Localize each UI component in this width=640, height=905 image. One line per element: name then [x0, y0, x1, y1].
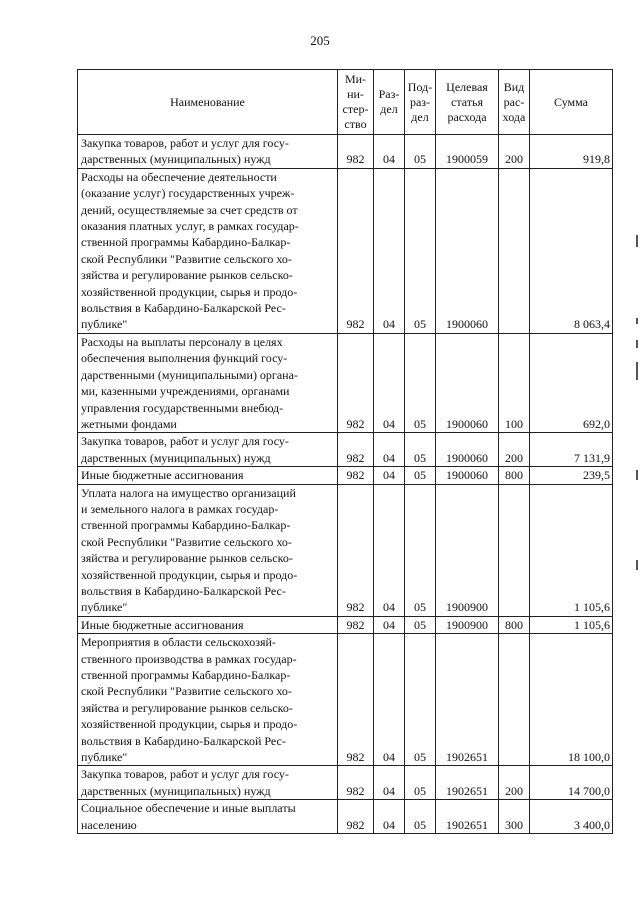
row-target: 1900060	[436, 433, 499, 467]
row-type: 300	[499, 800, 530, 834]
row-subsection: 05	[405, 467, 436, 484]
row-ministry: 982	[338, 634, 374, 766]
header-ministry: Ми- ни- стер- ство	[338, 70, 374, 135]
row-sum: 692,0	[530, 333, 613, 432]
row-section: 04	[374, 800, 405, 834]
table-row	[78, 800, 613, 834]
margin-mark	[636, 235, 638, 247]
table-row	[78, 135, 613, 169]
margin-mark	[636, 470, 638, 480]
table-row	[78, 766, 613, 800]
row-sum: 1 105,6	[530, 616, 613, 633]
row-ministry: 982	[338, 616, 374, 633]
row-name: Иные бюджетные ассигнования	[78, 616, 338, 633]
row-name: Закупка товаров, работ и услуг для госу- дарственных (муниципальных) нужд	[78, 766, 338, 800]
row-sum: 7 131,9	[530, 433, 613, 467]
row-ministry: 982	[338, 168, 374, 333]
table-row	[78, 484, 613, 616]
header-section: Раз- дел	[374, 70, 405, 135]
row-sum: 1 105,6	[530, 484, 613, 616]
row-name: Закупка товаров, работ и услуг для госу- дарственных (муниципальных) нужд	[78, 135, 338, 169]
row-section: 04	[374, 616, 405, 633]
row-subsection: 05	[405, 135, 436, 169]
header-type: Вид рас- хода	[499, 70, 530, 135]
row-type: 800	[499, 616, 530, 633]
row-target: 1900060	[436, 168, 499, 333]
row-type	[499, 634, 530, 766]
row-section: 04	[374, 168, 405, 333]
header-target: Целевая статья расхода	[436, 70, 499, 135]
header-sum: Сумма	[530, 70, 613, 135]
row-name: Социальное обеспечение и иные выплаты населению	[78, 800, 338, 834]
row-ministry: 982	[338, 433, 374, 467]
row-target: 1902651	[436, 634, 499, 766]
row-sum: 14 700,0	[530, 766, 613, 800]
row-name: Расходы на выплаты персоналу в целях обеспечения выполнения функций госу- дарственными (муниципальными) органа- ми, казенными учреждениями, органами управления государственными внебюд- жетными фондами	[78, 333, 338, 432]
table-row	[78, 467, 613, 484]
row-ministry: 982	[338, 766, 374, 800]
row-target: 1900900	[436, 484, 499, 616]
row-subsection: 05	[405, 766, 436, 800]
row-section: 04	[374, 766, 405, 800]
table-row	[78, 616, 613, 633]
row-section: 04	[374, 433, 405, 467]
row-sum: 8 063,4	[530, 168, 613, 333]
row-subsection: 05	[405, 168, 436, 333]
row-section: 04	[374, 333, 405, 432]
row-name: Уплата налога на имущество организаций и земельного налога в рамках государ- ственной программы Кабардино-Балкар- ской Республики "Развитие сельского хо- зяйства и регулирование рынков сельско- хозяйственной продукции, сырья и продо- вольствия в Кабардино-Балкарской Рес- публике"	[78, 484, 338, 616]
margin-mark	[636, 318, 638, 324]
row-sum: 919,8	[530, 135, 613, 169]
row-target: 1902651	[436, 800, 499, 834]
row-type: 800	[499, 467, 530, 484]
row-name: Расходы на обеспечение деятельности (оказание услуг) государственных учреж- дений, осуществляемые за счет средств от оказания платных услуг, в рамках государ- ственной программы Кабардино-Балкар- ской Республики "Развитие сельского хо- зяйства и регулирование рынков сельско- хозяйственной продукции, сырья и продо- вольствия в Кабардино-Балкарской Рес- публике"	[78, 168, 338, 333]
row-name: Мероприятия в области сельскохозяй- ственного производства в рамках государ- ственной программы Кабардино-Балкар- ской Республики "Развитие сельского хо- зяйства и регулирование рынков сельско- хозяйственной продукции, сырья и продо- вольствия в Кабардино-Балкарской Рес- публике"	[78, 634, 338, 766]
margin-mark	[636, 340, 638, 348]
row-sum: 18 100,0	[530, 634, 613, 766]
row-sum: 3 400,0	[530, 800, 613, 834]
row-sum: 239,5	[530, 467, 613, 484]
row-subsection: 05	[405, 634, 436, 766]
row-section: 04	[374, 484, 405, 616]
row-target: 1902651	[436, 766, 499, 800]
page-number: 205	[310, 33, 330, 48]
table-row	[78, 168, 613, 333]
row-ministry: 982	[338, 333, 374, 432]
table-row	[78, 433, 613, 467]
row-name: Иные бюджетные ассигнования	[78, 467, 338, 484]
table-row	[78, 333, 613, 432]
row-subsection: 05	[405, 616, 436, 633]
row-name: Закупка товаров, работ и услуг для госу- дарственных (муниципальных) нужд	[78, 433, 338, 467]
table-row	[78, 634, 613, 766]
header-name: Наименование	[78, 70, 338, 135]
row-ministry: 982	[338, 135, 374, 169]
row-section: 04	[374, 467, 405, 484]
header-subsection: Под- раз- дел	[405, 70, 436, 135]
row-target: 1900059	[436, 135, 499, 169]
margin-mark	[636, 362, 638, 380]
row-subsection: 05	[405, 800, 436, 834]
row-type	[499, 168, 530, 333]
row-subsection: 05	[405, 333, 436, 432]
row-type	[499, 484, 530, 616]
margin-mark	[636, 560, 638, 570]
row-type: 100	[499, 333, 530, 432]
table-header-row	[78, 70, 613, 135]
row-ministry: 982	[338, 484, 374, 616]
row-ministry: 982	[338, 800, 374, 834]
row-target: 1900060	[436, 467, 499, 484]
row-subsection: 05	[405, 484, 436, 616]
row-ministry: 982	[338, 467, 374, 484]
row-target: 1900900	[436, 616, 499, 633]
row-section: 04	[374, 135, 405, 169]
row-type: 200	[499, 766, 530, 800]
row-target: 1900060	[436, 333, 499, 432]
row-type: 200	[499, 433, 530, 467]
row-type: 200	[499, 135, 530, 169]
row-subsection: 05	[405, 433, 436, 467]
budget-table	[77, 69, 613, 834]
row-section: 04	[374, 634, 405, 766]
